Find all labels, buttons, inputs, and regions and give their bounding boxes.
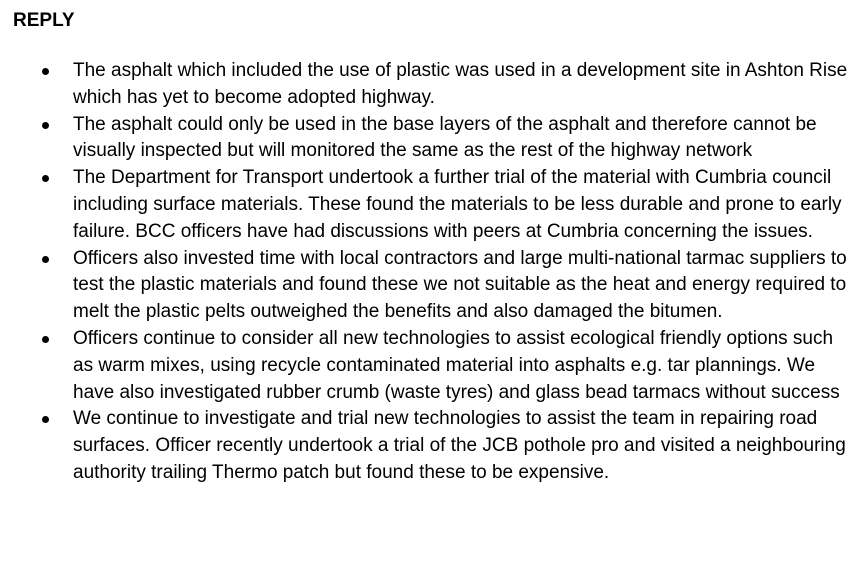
bullet-item-base-layers	[0, 112, 862, 166]
bullet-text: Officers continue to consider all new technologies to assist ecological friendly options such as warm mixes, using recycle contaminated material into asphalts e.g. tar plannings. We have also investigated rubber crumb (waste tyres) and glass bead tarmacs without success	[73, 327, 840, 403]
bullet-item-plastic-asphalt-site	[0, 58, 862, 112]
bullet-icon	[42, 336, 49, 343]
bullet-text: The asphalt which included the use of plastic was used in a development site in Ashton Rise which has yet to become adopted highway.	[73, 60, 848, 108]
bullet-item-dft-trial	[0, 165, 862, 245]
bullet-icon	[42, 256, 49, 263]
bullet-text: The Department for Transport undertook a further trial of the material with Cumbria council including surface materials. These found the materials to be less durable and prone to early failure. BCC officers have had discussions with peers at Cumbria concerning the issues.	[73, 167, 842, 242]
bullet-text: We continue to investigate and trial new technologies to assist the team in repairing road surfaces. Officer recently undertook a trial of the JCB pothole pro and visited a neighbouring authority trailing Thermo patch but found these to be expensive.	[73, 408, 846, 483]
reply-heading: REPLY	[13, 10, 75, 31]
reply-bullet-list	[0, 58, 862, 487]
bullet-text: The asphalt could only be used in the base layers of the asphalt and therefore cannot be visually inspected but will monitored the same as the rest of the highway network	[73, 113, 817, 162]
bullet-item-new-technologies	[0, 326, 862, 406]
bullet-item-pothole-trial	[0, 406, 862, 486]
bullet-icon	[42, 175, 49, 182]
bullet-icon	[42, 68, 49, 75]
bullet-icon	[42, 122, 49, 129]
bullet-item-contractors-test	[0, 246, 862, 326]
bullet-icon	[42, 416, 49, 423]
bullet-text: Officers also invested time with local contractors and large multi-national tarmac suppliers to test the plastic materials and found these we not suitable as the heat and energy required to melt the plastic pelts outweighed the benefits and also damaged the bitumen.	[73, 247, 847, 323]
